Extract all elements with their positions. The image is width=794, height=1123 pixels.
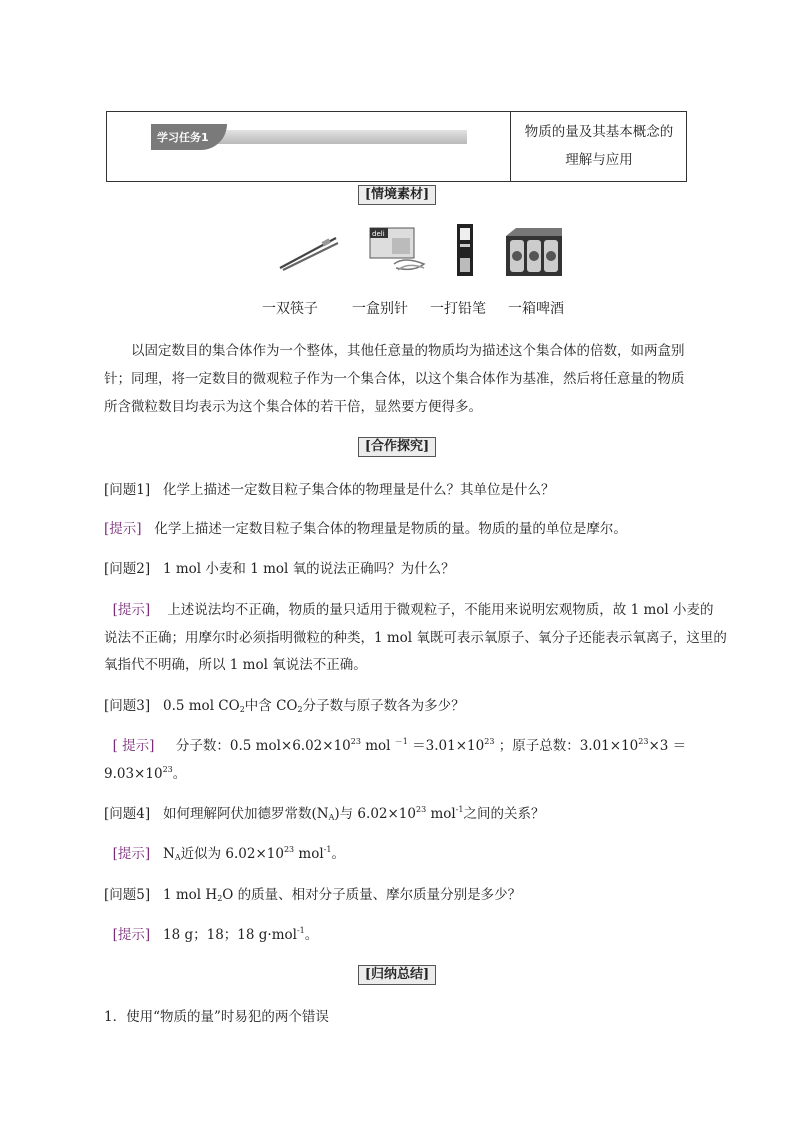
section-explore-heading: [合作探究]	[0, 437, 794, 457]
question-1: [问题1] 化学上描述一定数目粒子集合体的物理量是什么？其单位是什么？	[104, 482, 555, 498]
answer-3-line2: $9.03\times 10^{23}$。	[104, 765, 187, 782]
beer-case-icon	[504, 226, 564, 278]
question-2: [问题2] 1 mol 小麦和 1 mol 氧的说法正确吗？为什么？	[104, 561, 455, 577]
summary-item-1: 1．使用“物质的量”时易犯的两个错误	[104, 1009, 329, 1025]
answer-1: [提示] 化学上描述一定数目粒子集合体的物理量是物质的量。物质的量的单位是摩尔。	[104, 521, 627, 537]
caption-beer: 一箱啤酒	[508, 301, 564, 317]
answer-5: [提示] 18 g；18；18 g·mol$^{-1}$。	[112, 926, 319, 943]
answer-2-line1: [提示] 上述说法均不正确，物质的量只适用于微观粒子，不能用来说明宏观物质，故 1 mol 小麦的	[112, 602, 714, 618]
task-title-line2: 理解与应用	[565, 152, 633, 168]
task-badge-tab	[151, 124, 227, 150]
section-summary-heading: [归纳总结]	[0, 965, 794, 985]
svg-text:deli: deli	[372, 230, 385, 238]
task-badge-bar	[191, 130, 467, 144]
question-4: [问题4] 如何理解阿伏加德罗常数$(N_A)$与 $6.02\times 10^{23}$ mol$^{-1}$之间的关系？	[104, 805, 545, 822]
material-paragraph: 以固定数目的集合体作为一个整体，其他任意量的物质均为描述这个集合体的倍数，如两盒别针；同理，将一定数目的微观粒子作为一个集合体，以这个集合体作为基准，然后将任意量的物质所含微粒数目均表示为这个集合体的若干倍，显然要方便得多。	[104, 343, 685, 415]
caption-pencils: 一打铅笔	[430, 301, 486, 317]
task-title-line1: 物质的量及其基本概念的	[524, 124, 674, 140]
pencil-pack-icon	[454, 222, 476, 278]
caption-paperclips: 一盒别针	[352, 301, 408, 317]
answer-2-line3: 氧指代不明确，所以 1 mol 氧说法不正确。	[104, 657, 367, 673]
answer-3-line1: [ 提示] 分子数：0.5 $mol\times 6.02\times 10^{23}$ mol $^{-1} =3.01\times 10^{23}$ ；原子总数：$3.01\times 10^{23}\times 3$ ＝	[112, 737, 687, 754]
question-3: [问题3] 0.5 mol $CO_2$中含 $CO_2$分子数与原子数各为多少？	[104, 698, 465, 714]
answer-4: [提示] $N_A$近似为 $6.02\times 10^{23}$ mol$^{-1}$。	[112, 845, 345, 862]
task-header-table	[106, 111, 687, 182]
chopsticks-icon	[278, 232, 340, 272]
question-5: [问题5] 1 mol $H_2O$ 的质量、相对分子质量、摩尔质量分别是多少？	[104, 887, 522, 903]
task-badge-label: 学习任务1	[157, 131, 209, 144]
caption-chopsticks: 一双筷子	[262, 301, 318, 317]
task-badge	[151, 124, 467, 148]
paperclip-box-icon	[366, 224, 428, 278]
section-material-heading: [情境素材]	[0, 185, 794, 205]
answer-2-line2: 说法不正确；用摩尔时必须指明微粒的种类，1 mol 氧既可表示氧原子、氧分子还能表示氧离子，这里的	[104, 630, 727, 646]
material-illustrations	[270, 222, 570, 280]
task-title	[511, 112, 687, 174]
